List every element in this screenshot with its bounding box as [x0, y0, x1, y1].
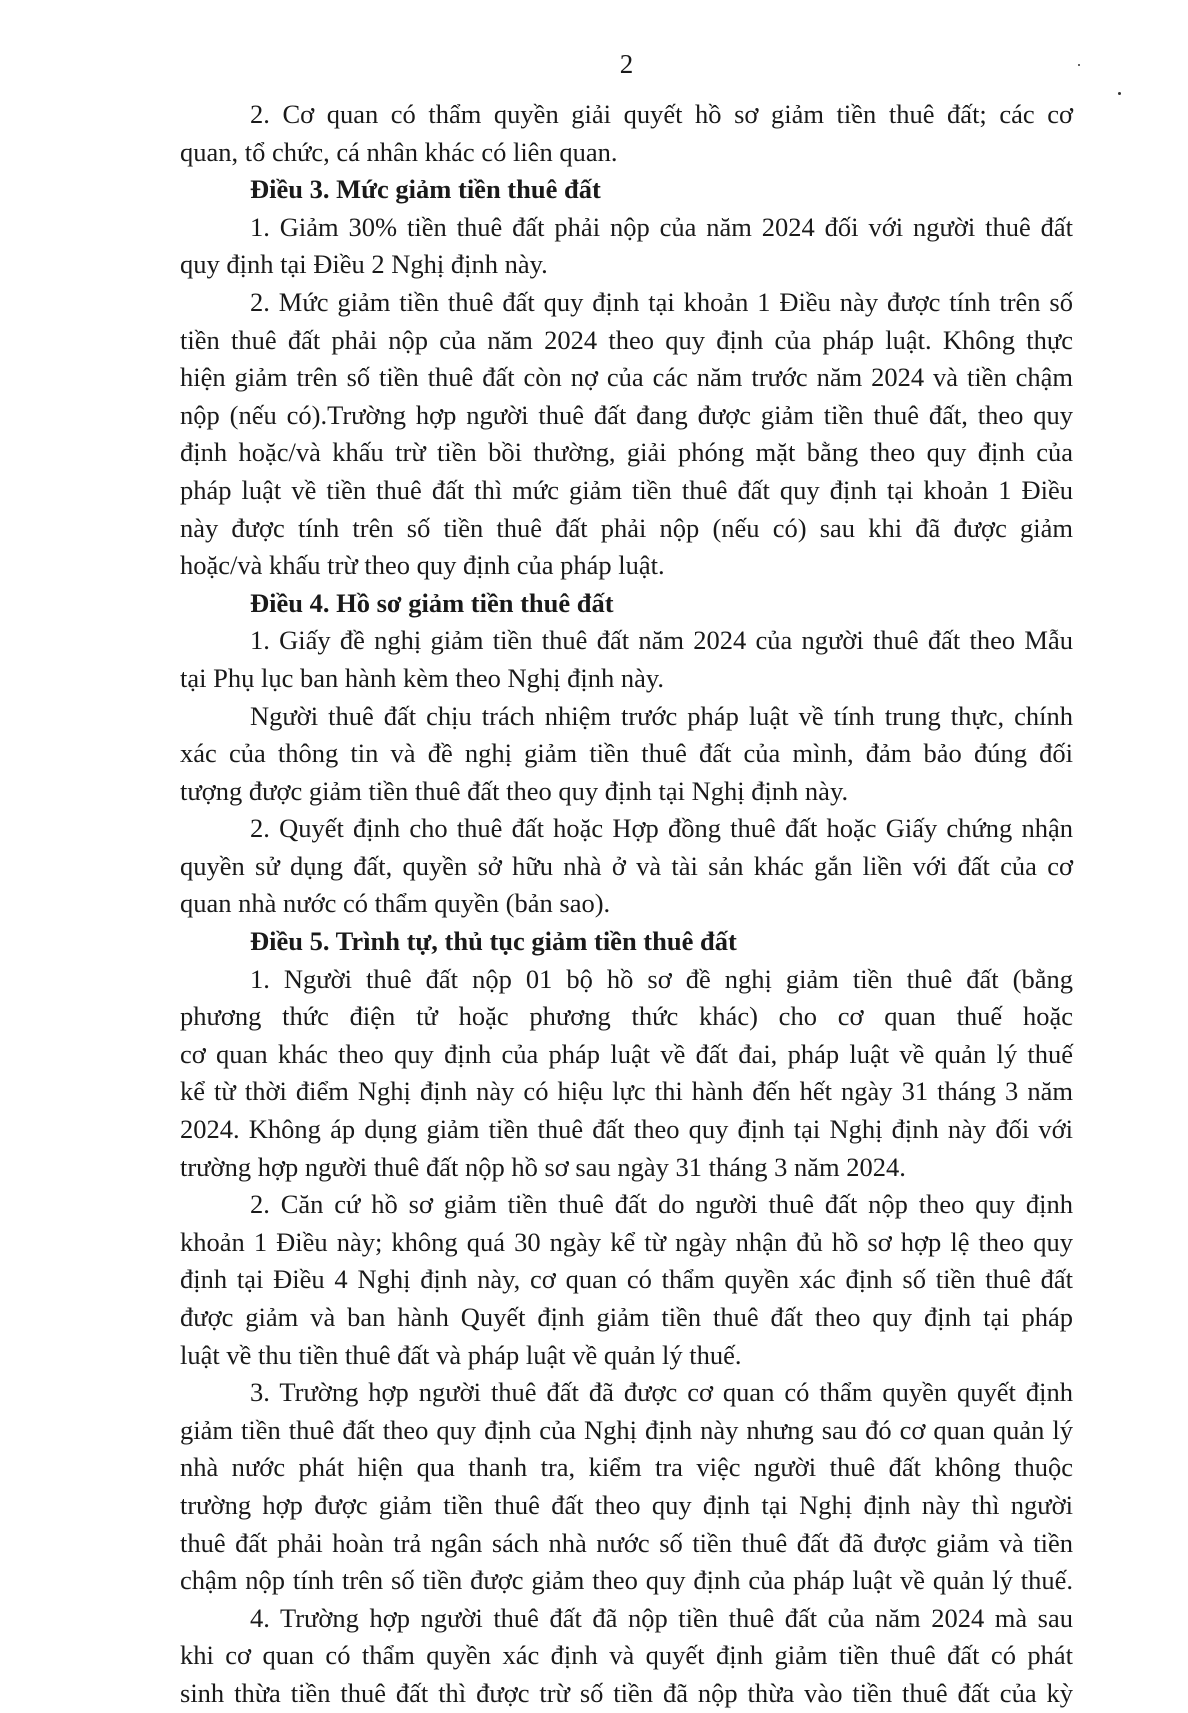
article-heading: Điều 5. Trình tự, thủ tục giảm tiền thuê đất	[250, 926, 737, 957]
text-line: luật về thu tiền thuê đất và pháp luật về quản lý thuế.	[180, 1339, 742, 1370]
text-line: quan, tổ chức, cá nhân khác có liên quan.	[180, 136, 618, 167]
text-line: 2. Cơ quan có thẩm quyền giải quyết hồ sơ giảm tiền thuê đất; các cơ	[250, 99, 1073, 129]
text-line: 1. Người thuê đất nộp 01 bộ hồ sơ đề nghị giảm tiền thuê đất (bằng	[250, 963, 1073, 994]
text-line: này được tính trên số tiền thuê đất phải nộp (nếu có) sau khi đã được giảm	[180, 512, 1073, 543]
text-line: Người thuê đất chịu trách nhiệm trước pháp luật về tính trung thực, chính	[250, 700, 1073, 731]
text-line: 4. Trường hợp người thuê đất đã nộp tiền thuê đất của năm 2024 mà sau	[250, 1602, 1073, 1633]
text-line: nộp (nếu có).Trường hợp người thuê đất đang được giảm tiền thuê đất, theo quy	[180, 399, 1073, 430]
text-line: tượng được giảm tiền thuê đất theo quy định tại Nghị định này.	[180, 775, 849, 806]
text-line: được giảm và ban hành Quyết định giảm tiền thuê đất theo quy định tại pháp	[180, 1302, 1073, 1332]
scan-speck	[1078, 64, 1080, 66]
text-line: xác của thông tin và đề nghị giảm tiền thuê đất của mình, đảm bảo đúng đối	[180, 738, 1073, 769]
text-line: hiện giảm trên số tiền thuê đất còn nợ của các năm trước năm 2024 và tiền chậm	[180, 362, 1073, 393]
text-line: 3. Trường hợp người thuê đất đã được cơ quan có thẩm quyền quyết định	[250, 1377, 1073, 1408]
text-line: 2. Căn cứ hồ sơ giảm tiền thuê đất do người thuê đất nộp theo quy định	[250, 1189, 1073, 1220]
text-line: định hoặc/và khấu trừ tiền bồi thường, giải phóng mặt bằng theo quy định của	[180, 437, 1073, 468]
text-line: cơ quan khác theo quy định của pháp luật về đất đai, pháp luật về quản lý thuế	[180, 1038, 1073, 1069]
text-line: sinh thừa tiền thuê đất thì được trừ số tiền đã nộp thừa vào tiền thuê đất của kỳ	[180, 1677, 1073, 1708]
text-line: tiền thuê đất phải nộp của năm 2024 theo quy định của pháp luật. Không thực	[180, 324, 1073, 355]
text-line: 2. Mức giảm tiền thuê đất quy định tại khoản 1 Điều này được tính trên số	[250, 286, 1073, 317]
article-heading: Điều 4. Hồ sơ giảm tiền thuê đất	[250, 587, 614, 618]
text-line: định tại Điều 4 Nghị định này, cơ quan có thẩm quyền xác định số tiền thuê đất	[180, 1264, 1073, 1295]
text-line: chậm nộp tính trên số tiền được giảm theo quy định của pháp luật về quản lý thuế.	[180, 1565, 1073, 1596]
text-line: trường hợp người thuê đất nộp hồ sơ sau ngày 31 tháng 3 năm 2024.	[180, 1151, 906, 1182]
text-line: thuê đất phải hoàn trả ngân sách nhà nước số tiền thuê đất đã được giảm và tiền	[180, 1527, 1073, 1558]
text-line: khoản 1 Điều này; không quá 30 ngày kể từ ngày nhận đủ hồ sơ hợp lệ theo quy	[180, 1226, 1073, 1257]
text-line: trường hợp được giảm tiền thuê đất theo quy định tại Nghị định này thì người	[180, 1489, 1073, 1520]
scan-speck	[1118, 92, 1121, 95]
text-line: phương thức điện tử hoặc phương thức khác) cho cơ quan thuế hoặc	[180, 1001, 1073, 1032]
text-line: 1. Giấy đề nghị giảm tiền thuê đất năm 2024 của người thuê đất theo Mẫu	[250, 625, 1073, 656]
text-line: 2024. Không áp dụng giảm tiền thuê đất theo quy định tại Nghị định này đối với	[180, 1114, 1073, 1145]
text-line: kể từ thời điểm Nghị định này có hiệu lực thi hành đến hết ngày 31 tháng 3 năm	[180, 1076, 1073, 1107]
document-body	[180, 96, 1073, 1713]
text-line: khi cơ quan có thẩm quyền xác định và quyết định giảm tiền thuê đất có phát	[180, 1640, 1073, 1671]
text-line: hoặc/và khấu trừ theo quy định của pháp luật.	[180, 550, 665, 581]
text-line: 1. Giảm 30% tiền thuê đất phải nộp của năm 2024 đối với người thuê đất	[250, 211, 1073, 242]
text-line: 2. Quyết định cho thuê đất hoặc Hợp đồng thuê đất hoặc Giấy chứng nhận	[250, 813, 1073, 844]
text-line: tại Phụ lục ban hành kèm theo Nghị định này.	[180, 662, 665, 693]
article-heading: Điều 3. Mức giảm tiền thuê đất	[250, 174, 601, 205]
text-line: giảm tiền thuê đất theo quy định của Nghị định này nhưng sau đó cơ quan quản lý	[180, 1414, 1073, 1445]
text-line: nhà nước phát hiện qua thanh tra, kiểm tra việc người thuê đất không thuộc	[180, 1452, 1073, 1483]
text-line: quy định tại Điều 2 Nghị định này.	[180, 249, 548, 280]
text-line: quan nhà nước có thẩm quyền (bản sao).	[180, 888, 611, 919]
text-line: quyền sử dụng đất, quyền sở hữu nhà ở và tài sản khác gắn liền với đất của cơ	[180, 850, 1073, 881]
text-line: pháp luật về tiền thuê đất thì mức giảm tiền thuê đất quy định tại khoản 1 Điều	[180, 474, 1073, 505]
page-number: 2	[619, 49, 634, 79]
